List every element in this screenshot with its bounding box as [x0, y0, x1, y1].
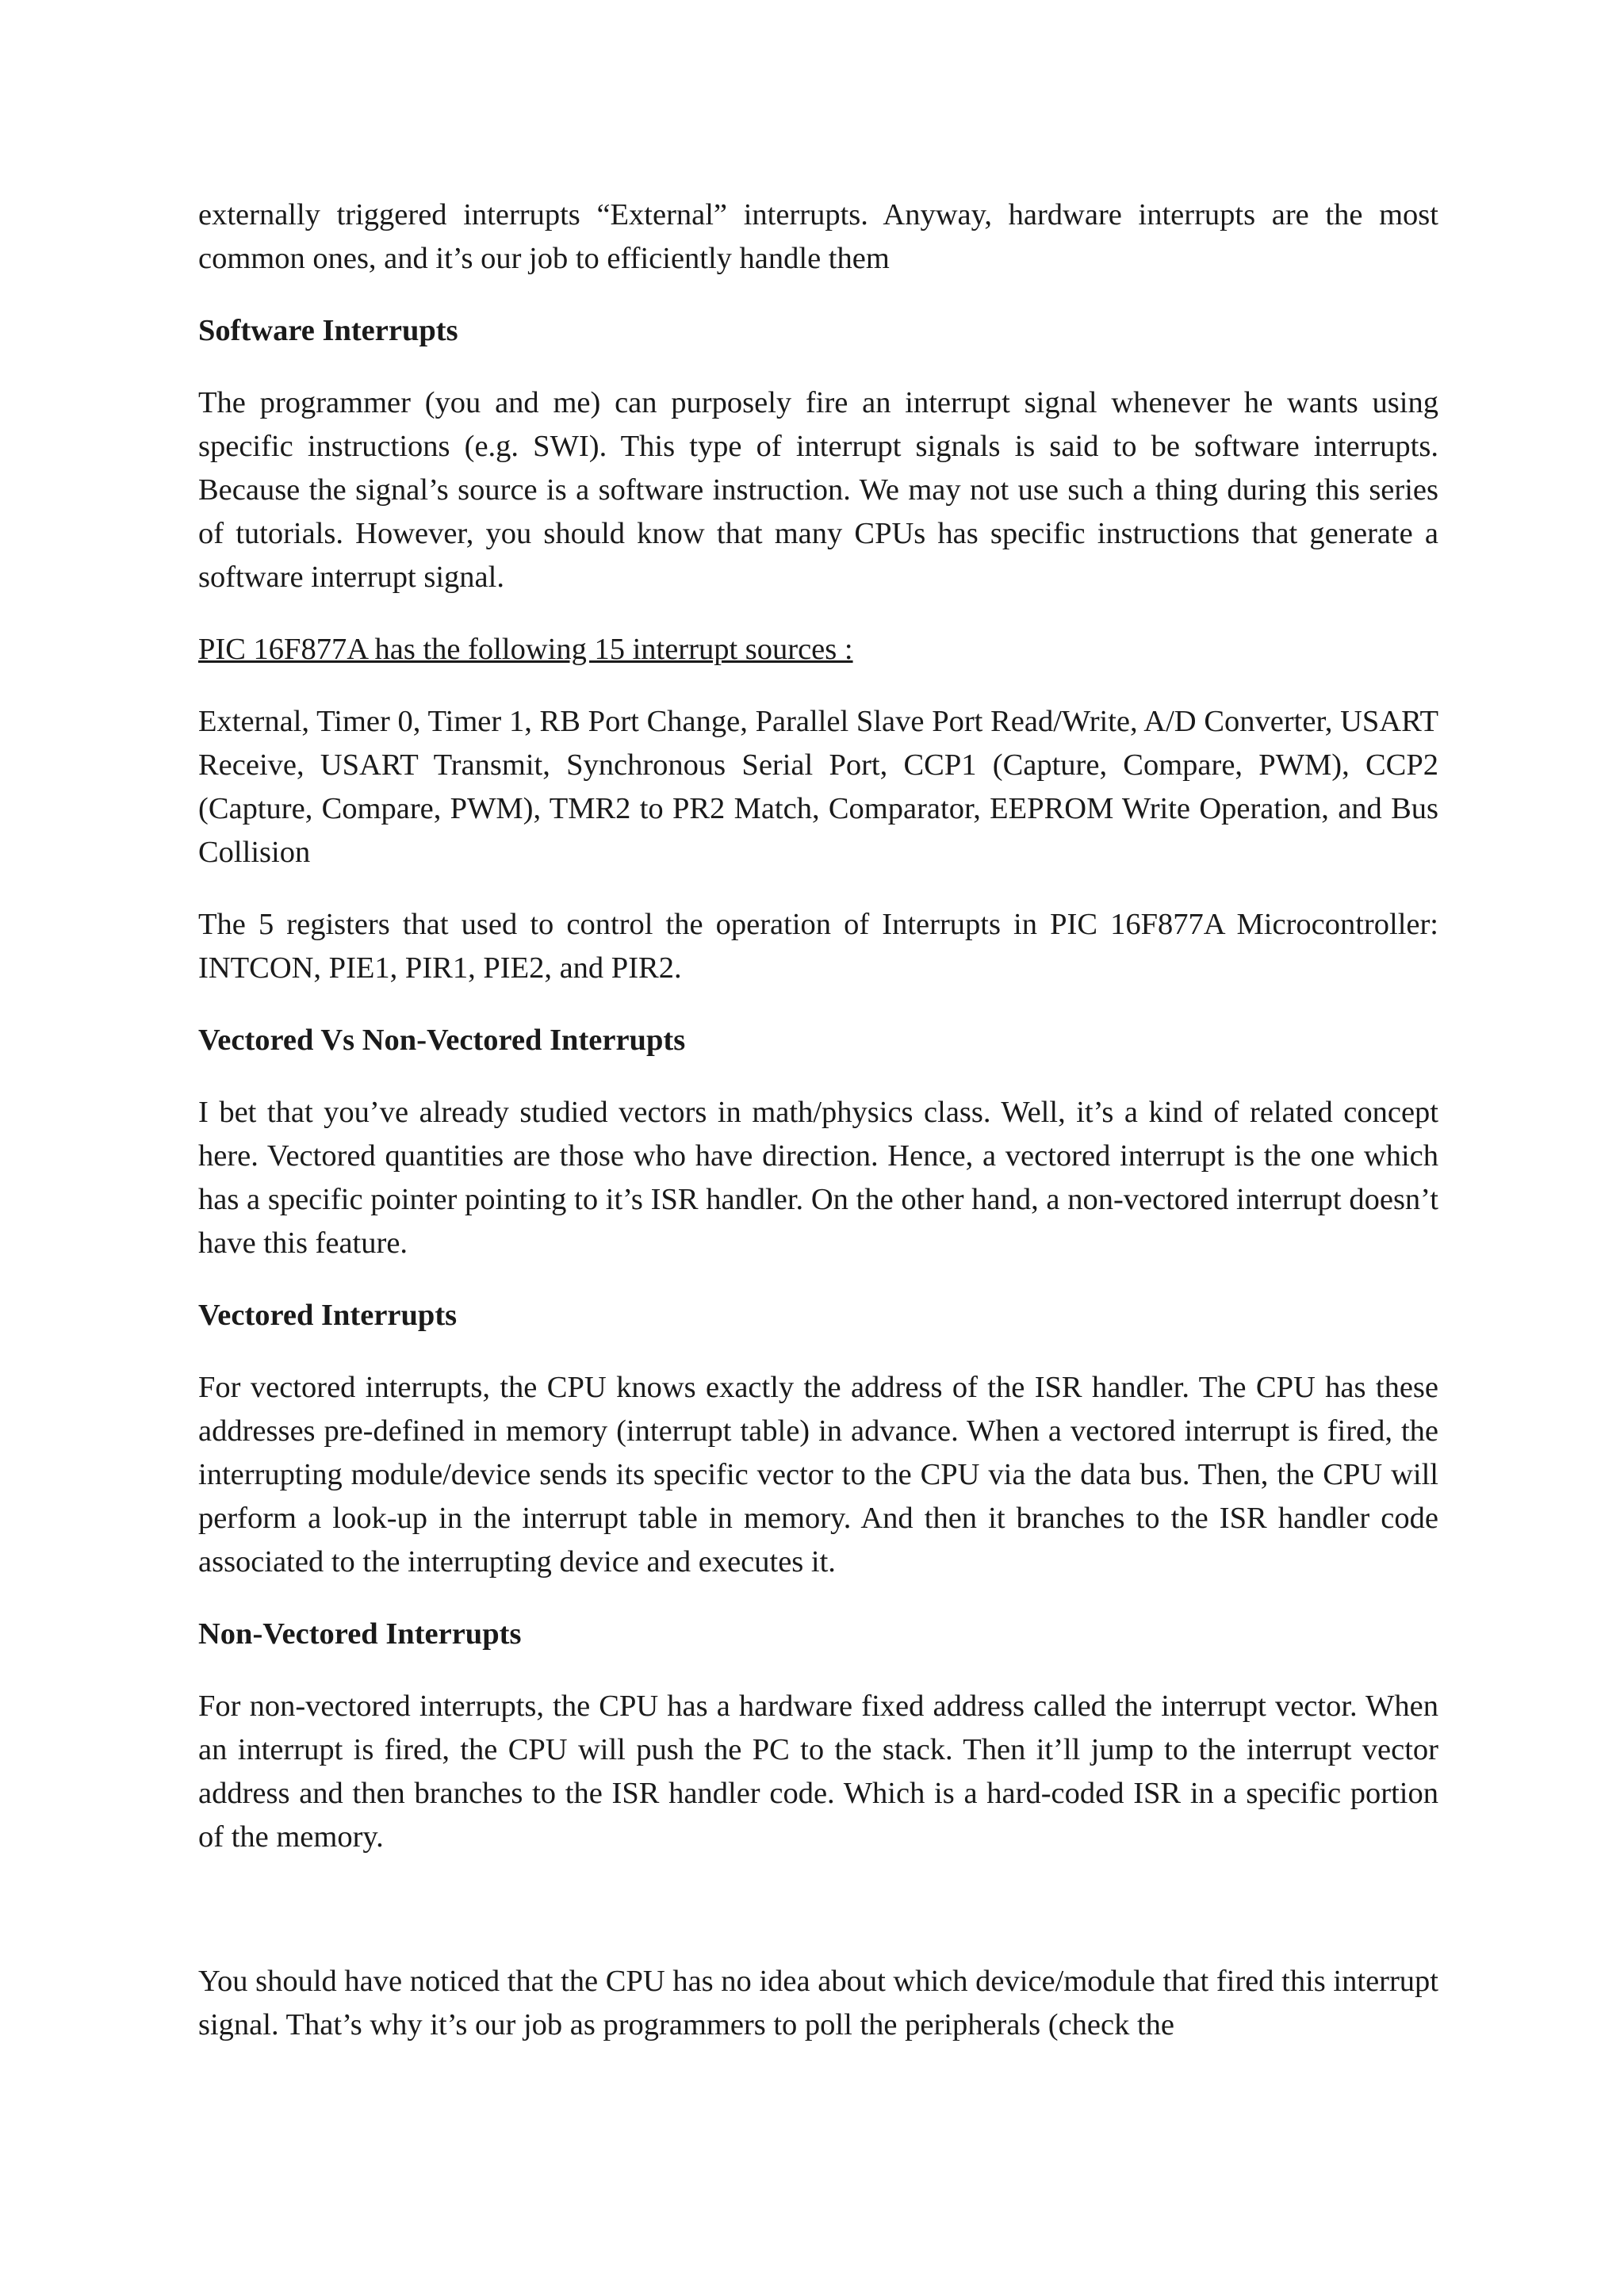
paragraph-software-interrupts: The programmer (you and me) can purposely fire an interrupt signal whenever he wants using specific instructions (e.g. SWI). This type of interrupt signals is said to be software interrupts. Because the signal’s source is a software instruction. We may not use such a thing during this series of tutorials. However, you should know that many CPUs has specific instructions that generate a software interrupt signal. [198, 386, 1438, 594]
paragraph-interrupt-sources-list: External, Timer 0, Timer 1, RB Port Change, Parallel Slave Port Read/Write, A/D Converter, USART Receive, USART Transmit, Synchronous Serial Port, CCP1 (Capture, Compare, PWM), CCP2 (Capture, Compare, PWM), TMR2 to PR2 Match, Comparator, EEPROM Write Operation, and Bus Collision [198, 705, 1438, 869]
page-content [198, 193, 1438, 2076]
paragraph-external-interrupts: externally triggered interrupts “External” interrupts. Anyway, hardware interrupts are the most common ones, and it’s our job to efficiently handle them [198, 198, 1438, 275]
heading-non-vectored-interrupts: Non-Vectored Interrupts [198, 1617, 522, 1651]
heading-vectored-vs-non-vectored: Vectored Vs Non-Vectored Interrupts [198, 1024, 686, 1057]
paragraph-interrupt-sources-intro: PIC 16F877A has the following 15 interrupt sources : [198, 633, 853, 666]
heading-vectored-interrupts: Vectored Interrupts [198, 1299, 458, 1332]
paragraph-polling: You should have noticed that the CPU has no idea about which device/module that fired this interrupt signal. That’s why it’s our job as programmers to poll the peripherals (check the [198, 1965, 1438, 2042]
paragraph-non-vectored-interrupts: For non-vectored interrupts, the CPU has a hardware fixed address called the interrupt vector. When an interrupt is fired, the CPU will push the PC to the stack. Then it’ll jump to the interrupt vector address and then branches to the ISR handler code. Which is a hard-coded ISR in a specific portion of the memory. [198, 1689, 1438, 1854]
paragraph-control-registers: The 5 registers that used to control the operation of Interrupts in PIC 16F877A Microcontroller: INTCON, PIE1, PIR1, PIE2, and PIR2. [198, 908, 1438, 985]
blank-line [198, 1888, 1438, 1960]
paragraph-vectored-interrupts: For vectored interrupts, the CPU knows exactly the address of the ISR handler. The CPU has these addresses pre-defined in memory (interrupt table) in advance. When a vectored interrupt is fired, the interrupting module/device sends its specific vector to the CPU via the data bus. Then, the CPU will perform a look-up in the interrupt table in memory. And then it branches to the ISR handler code associated to the interrupting device and executes it. [198, 1371, 1438, 1578]
paragraph-vectors-concept: I bet that you’ve already studied vectors in math/physics class. Well, it’s a kind of related concept here. Vectored quantities are those who have direction. Hence, a vectored interrupt is the one which has a specific pointer pointing to it’s ISR handler. On the other hand, a non-vectored interrupt doesn’t have this feature. [198, 1096, 1438, 1260]
heading-software-interrupts: Software Interrupts [198, 314, 458, 347]
